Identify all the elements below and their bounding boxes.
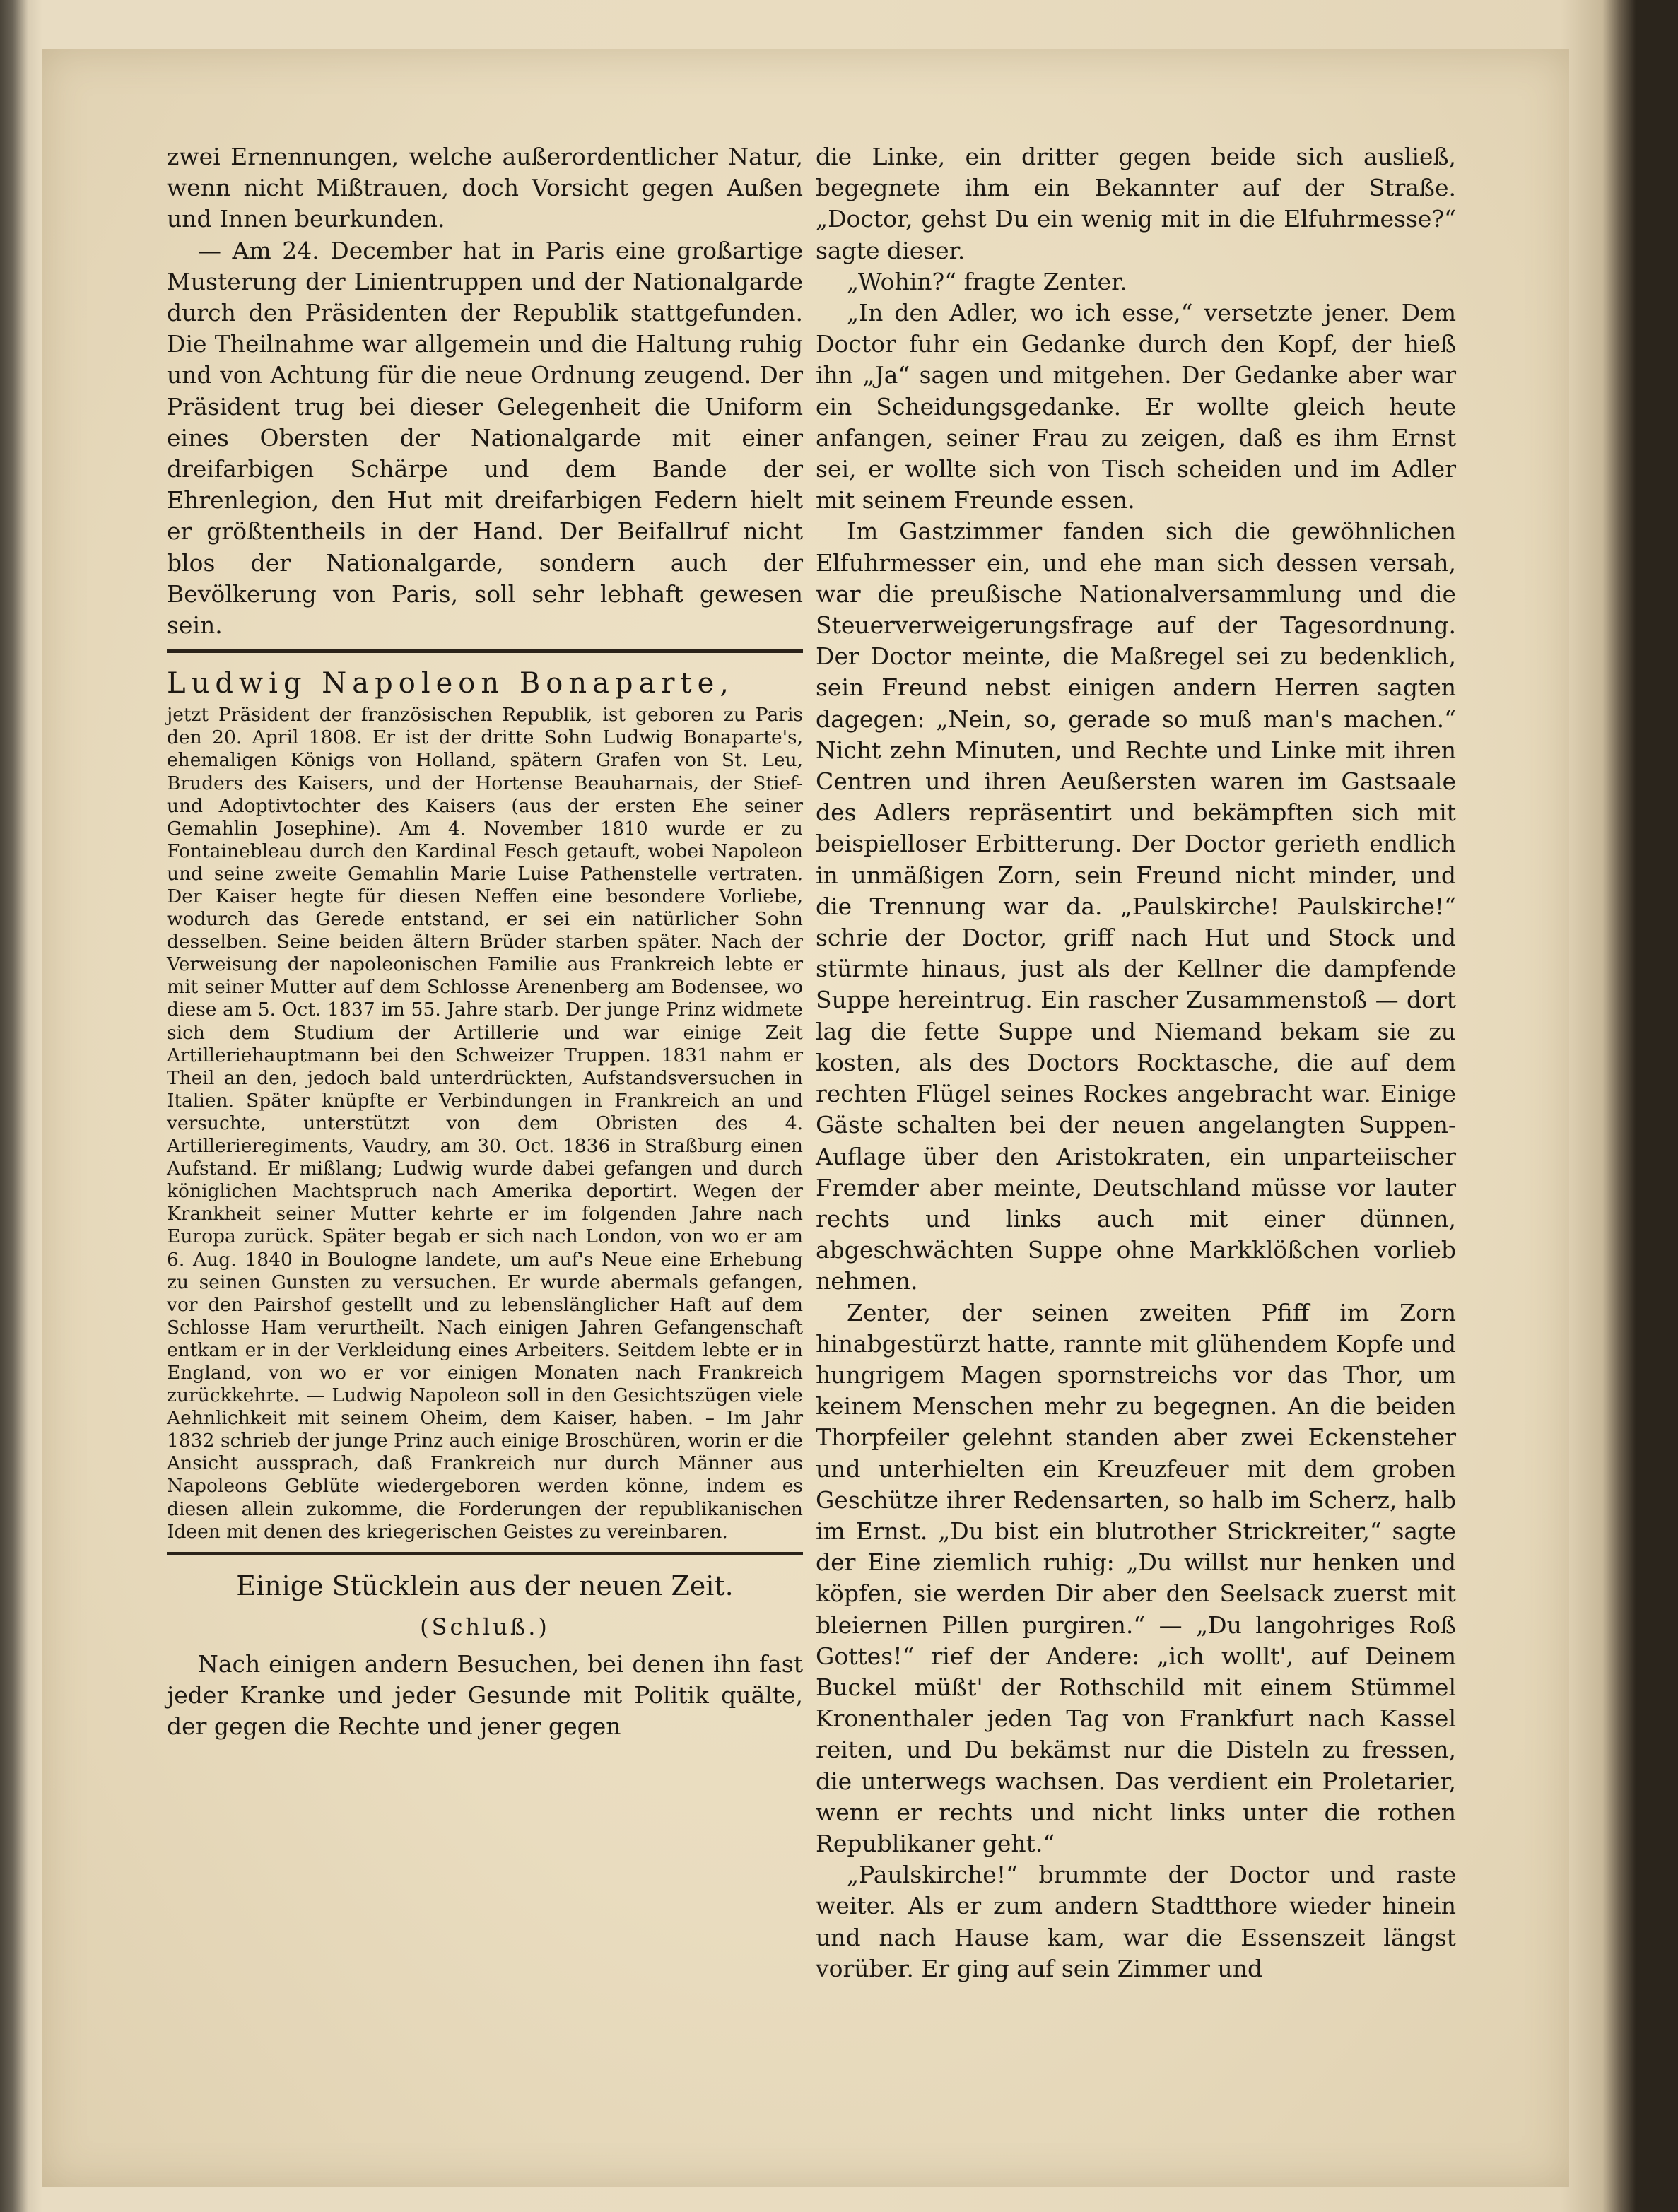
story-title: Einige Stücklein aus der neuen Zeit. bbox=[236, 1570, 734, 1601]
story-paragraph: die Linke, ein dritter gegen beide sich ausließ, begegnete ihm ein Bekannter auf der Straße. „Doctor, gehst Du ein wenig mit in die Elfuhrmesse?“ sagte dieser. bbox=[816, 143, 1456, 264]
news-paragraph-2: — Am 24. December hat in Paris eine großartige Musterung der Linientruppen und der Nationalgarde durch den Präsidenten der Republik stattgefunden. Die Theilnahme war allgemein und die Haltung ruhig und von Achtung für die neue Ordnung zeugend. Der Präsident trug bei dieser Gelegenheit die Uniform eines Obersten der Nationalgarde mit einer dreifarbigen Schärpe und dem Bande der Ehrenlegion, den Hut mit dreifarbigen Federn hielt er größtentheils in der Hand. Der Beifallruf nicht blos der Nationalgarde, sondern auch der Bevölkerung von Paris, soll sehr lebhaft gewesen sein. bbox=[167, 236, 803, 640]
story-paragraph: Nach einigen andern Besuchen, bei denen ihn fast jeder Kranke und jeder Gesunde mit Politik quälte, der gegen die Rechte und jener gegen bbox=[167, 1649, 803, 1741]
column-divider bbox=[809, 141, 810, 2078]
newspaper-page bbox=[42, 49, 1569, 2187]
right-column bbox=[816, 141, 1456, 1984]
story-subtitle: (Schluß.) bbox=[420, 1613, 550, 1640]
news-paragraph-1: zwei Ernennungen, welche außerordentlicher Natur, wenn nicht Mißtrauen, doch Vorsicht gegen Außen und Innen beurkunden. bbox=[167, 143, 803, 233]
section-rule bbox=[167, 649, 803, 653]
story-paragraph: „Wohin?“ fragte Zenter. bbox=[847, 267, 1127, 295]
story-paragraph: „In den Adler, wo ich esse,“ versetzte jener. Dem Doctor fuhr ein Gedanke durch den Kopf, der hieß ihn „Ja“ sagen und mitgehen. Der Gedanke aber war ein Scheidungsgedanke. Er wollte gleich heute anfangen, seiner Frau zu zeigen, daß es ihm Ernst sei, er wollte sich von Tisch scheiden und im Adler mit seinem Freunde essen. bbox=[816, 299, 1456, 514]
section-rule bbox=[167, 1552, 803, 1555]
story-paragraph: Im Gastzimmer fanden sich die gewöhnlichen Elfuhrmesser ein, und ehe man sich dessen versah, war die preußische Nationalversammlung und die Steuerverweigerungsfrage auf der Tagesordnung. Der Doctor meinte, die Maßregel sei zu bedenklich, sein Freund nebst einigen andern Herren sagten dagegen: „Nein, so, gerade so muß man's machen.“ Nicht zehn Minuten, und Rechte und Linke mit ihren Centren und ihren Aeußersten waren im Gastsaale des Adlers repräsentirt und bekämpften sich mit beispielloser Erbitterung. Der Doctor gerieth endlich in unmäßigen Zorn, sein Freund nicht minder, und die Trennung war da. „Paulskirche! Paulskirche!“ schrie der Doctor, griff nach Hut und Stock und stürmte hinaus, just als der Kellner die dampfende Suppe hereintrug. Ein rascher Zusammenstoß — dort lag die fette Suppe und Niemand bekam sie zu kosten, als des Doctors Rocktasche, die auf dem rechten Flügel seines Rockes angebracht war. Einige Gäste schalten bei der neuen angelangten Suppen-Auflage über den Aristokraten, ein unparteiischer Fremder aber meinte, Deutschland müsse vor lauter rechts und links auch mit einer dünnen, abgeschwächten Suppe ohne Markklößchen vorlieb nehmen. bbox=[816, 517, 1456, 1295]
bio-title: Ludwig Napoleon Bonaparte, bbox=[167, 667, 734, 700]
story-paragraph: „Paulskirche!“ brummte der Doctor und raste weiter. Als er zum andern Stadtthore wieder hinein und nach Hause kam, war die Essenszeit längst vorüber. Er ging auf sein Zimmer und bbox=[816, 1861, 1456, 1982]
left-column bbox=[167, 141, 803, 1742]
story-paragraph: Zenter, der seinen zweiten Pfiff im Zorn hinabgestürzt hatte, rannte mit glühendem Kopfe und hungrigem Magen spornstreichs vor das Thor, um keinem Menschen mehr zu begegnen. An die beiden Thorpfeiler gelehnt standen aber zwei Eckensteher und unterhielten ein Kreuzfeuer mit dem groben Geschütze ihrer Redensarten, so halb im Scherz, halb im Ernst. „Du bist ein blutrother Strickreiter,“ sagte der Eine ziemlich ruhig: „Du willst nur henken und köpfen, sie werden Dir aber den Seelsack zuerst mit bleiernen Pillen purgiren.“ — „Du langohriges Roß Gottes!“ rief der Andere: „ich wollt', auf Deinem Buckel müßt' der Rothschild mit einem Stümmel Kronenthaler jeden Tag von Frankfurt nach Kassel reiten, und Du bekämst nur die Disteln zu fressen, die unterwegs wachsen. Das verdient ein Proletarier, wenn er rechts und nicht links unter die rothen Republikaner geht.“ bbox=[816, 1298, 1456, 1857]
bio-text: jetzt Präsident der französischen Republik, ist geboren zu Paris den 20. April 1808. Er ist der dritte Sohn Ludwig Bonaparte's, ehemaligen Königs von Holland, spätern Grafen von St. Leu, Bruders des Kaisers, und der Hortense Beauharnais, der Stief- und Adoptivtochter des Kaisers (aus der ersten Ehe seiner Gemahlin Josephine). Am 4. November 1810 wurde er zu Fontainebleau durch den Kardinal Fesch getauft, wobei Napoleon und seine zweite Gemahlin Marie Luise Pathenstelle vertraten. Der Kaiser hegte für diesen Neffen eine besondere Vorliebe, wodurch das Gerede entstand, er sei ein natürlicher Sohn desselben. Seine beiden ältern Brüder starben später. Nach der Verweisung der napoleonischen Familie aus Frankreich lebte er mit seiner Mutter auf dem Schlosse Arenenberg am Bodensee, wo diese am 5. Oct. 1837 im 55. Jahre starb. Der junge Prinz widmete sich dem Studium der Artillerie und war einige Zeit Artilleriehauptmann bei den Schweizer Truppen. 1831 nahm er Theil an den, jedoch bald unterdrückten, Aufstandsversuchen in Italien. Später knüpfte er Verbindungen in Frankreich an und versuchte, unterstützt von dem Obristen des 4. Artillerieregiments, Vaudry, am 30. Oct. 1836 in Straßburg einen Aufstand. Er mißlang; Ludwig wurde dabei gefangen und durch königlichen Machtspruch nach Amerika deportirt. Wegen der Krankheit seiner Mutter kehrte er im folgenden Jahre nach Europa zurück. Später begab er sich nach London, von wo er am 6. Aug. 1840 in Boulogne landete, um auf's Neue eine Erhebung zu seinen Gunsten zu versuchen. Er wurde abermals gefangen, vor den Pairshof gestellt und zu lebenslänglicher Haft auf dem Schlosse Ham verurtheilt. Nach einigen Jahren Gefangenschaft entkam er in der Verkleidung eines Arbeiters. Seitdem lebte er in England, von wo er vor einigen Monaten nach Frankreich zurückkehrte. — Ludwig Napoleon soll in den Gesichtszügen viele Aehnlichkeit mit seinem Oheim, dem Kaiser, haben. – Im Jahr 1832 schrieb der junge Prinz auch einige Broschüren, worin er die Ansicht aussprach, daß Frankreich nur durch Männer aus Napoleons Geblüte wiedergeboren werden könne, indem es diesen allein zukomme, die Forderungen der republikanischen Ideen mit denen des kriegerischen Geistes zu vereinbaren. bbox=[167, 704, 803, 1543]
